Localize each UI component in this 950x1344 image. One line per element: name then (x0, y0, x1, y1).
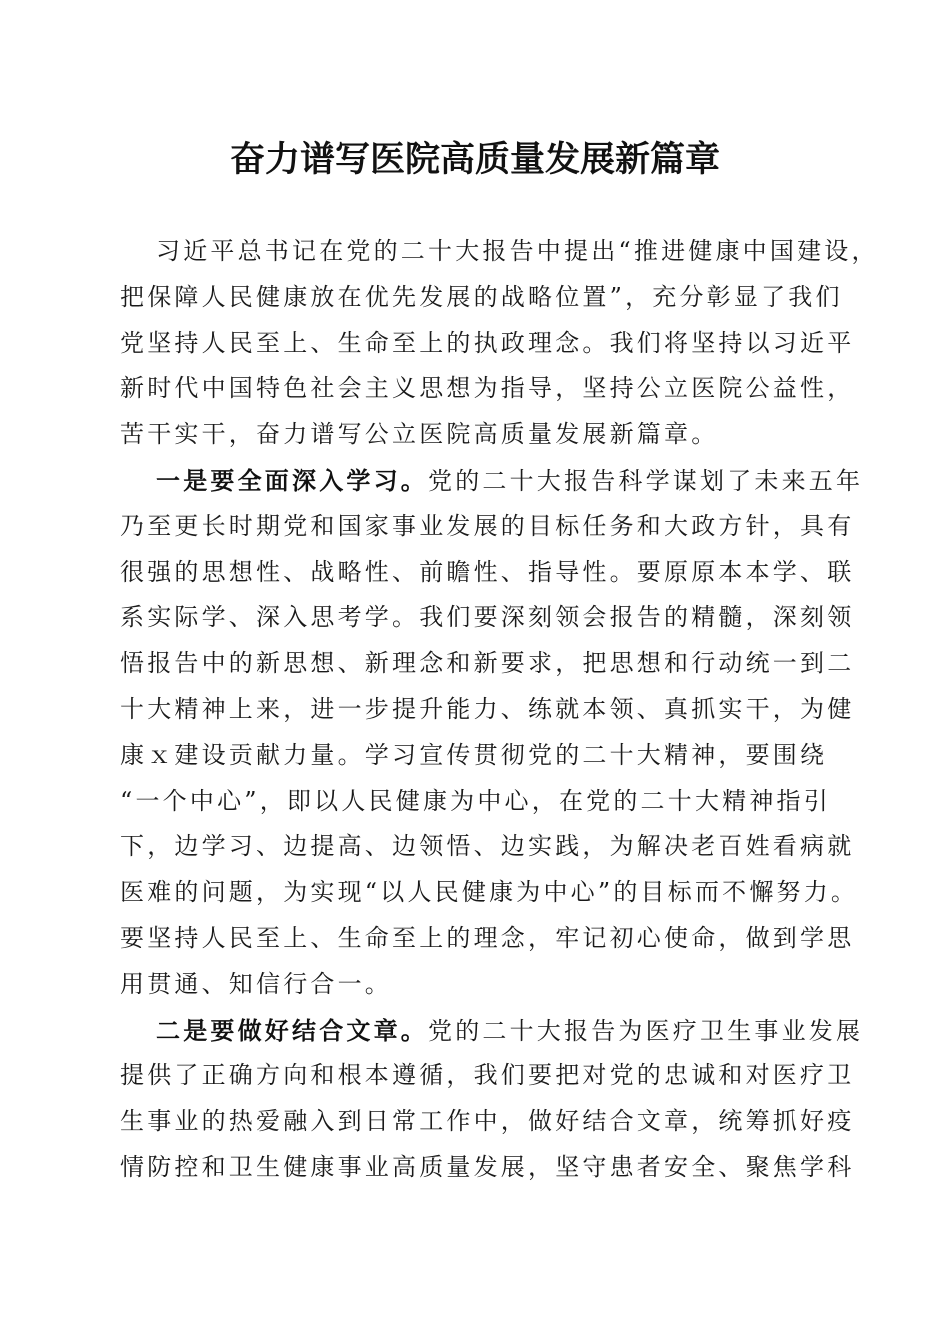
document-body (120, 229, 879, 1191)
text-line: 提供了正确方向和根本遵循，我们要把对党的忠诚和对医疗卫 (120, 1061, 855, 1090)
text-line: 党坚持人民至上、生命至上的执政理念。我们将坚持以习近平 (120, 328, 855, 357)
paragraph-lead: 二是要做好结合文章。 (156, 1015, 428, 1045)
text-fragment: 党的二十大报告科学谋划了未来五年 (428, 466, 864, 495)
text-line: 医难的问题，为实现“以人民健康为中心”的目标而不懈努力。 (120, 878, 859, 907)
paragraph-integration (120, 1008, 864, 1191)
text-line: 苦干实干，奋力谱写公立医院高质量发展新篇章。 (120, 420, 719, 449)
text-line: 很强的思想性、战略性、前瞻性、指导性。要原原本本学、联 (120, 557, 855, 586)
text-line (120, 458, 864, 504)
paragraph-study (120, 458, 864, 1008)
paragraph-lead: 一是要全面深入学习。 (156, 465, 428, 495)
text-line (120, 1008, 864, 1054)
text-line: 康ｘ建设贡献力量。学习宣传贯彻党的二十大精神，要围绕 (120, 740, 828, 769)
document-title: 奋力谱写医院高质量发展新篇章 (229, 139, 720, 180)
text-line: 新时代中国特色社会主义思想为指导，坚持公立医院公益性， (120, 374, 855, 403)
text-line: 下，边学习、边提高、边领悟、边实践，为解决老百姓看病就 (120, 832, 855, 861)
text-line: 乃至更长时期党和国家事业发展的目标任务和大政方针，具有 (120, 511, 855, 540)
paragraph-intro (120, 229, 879, 458)
text-fragment: 党的二十大报告为医疗卫生事业发展 (428, 1016, 864, 1045)
text-line: 生事业的热爱融入到日常工作中，做好结合文章，统筹抓好疫 (120, 1107, 855, 1136)
text-line: 十大精神上来，进一步提升能力、练就本领、真抓实干，为健 (120, 694, 855, 723)
text-line: 用贯通、知信行合一。 (120, 969, 392, 998)
text-line: 悟报告中的新思想、新理念和新要求，把思想和行动统一到二 (120, 649, 855, 678)
text-line: 习近平总书记在党的二十大报告中提出“推进健康中国建设， (156, 237, 879, 265)
text-line: 系实际学、深入思考学。我们要深刻领会报告的精髓，深刻领 (120, 603, 855, 632)
text-line: 把保障人民健康放在优先发展的战略位置”，充分彰显了我们 (120, 282, 843, 311)
text-line: 情防控和卫生健康事业高质量发展，坚守患者安全、聚焦学科 (120, 1152, 855, 1181)
text-line: “一个中心”，即以人民健康为中心，在党的二十大精神指引 (120, 786, 831, 815)
text-line: 要坚持人民至上、生命至上的理念，牢记初心使命，做到学思 (120, 923, 855, 952)
